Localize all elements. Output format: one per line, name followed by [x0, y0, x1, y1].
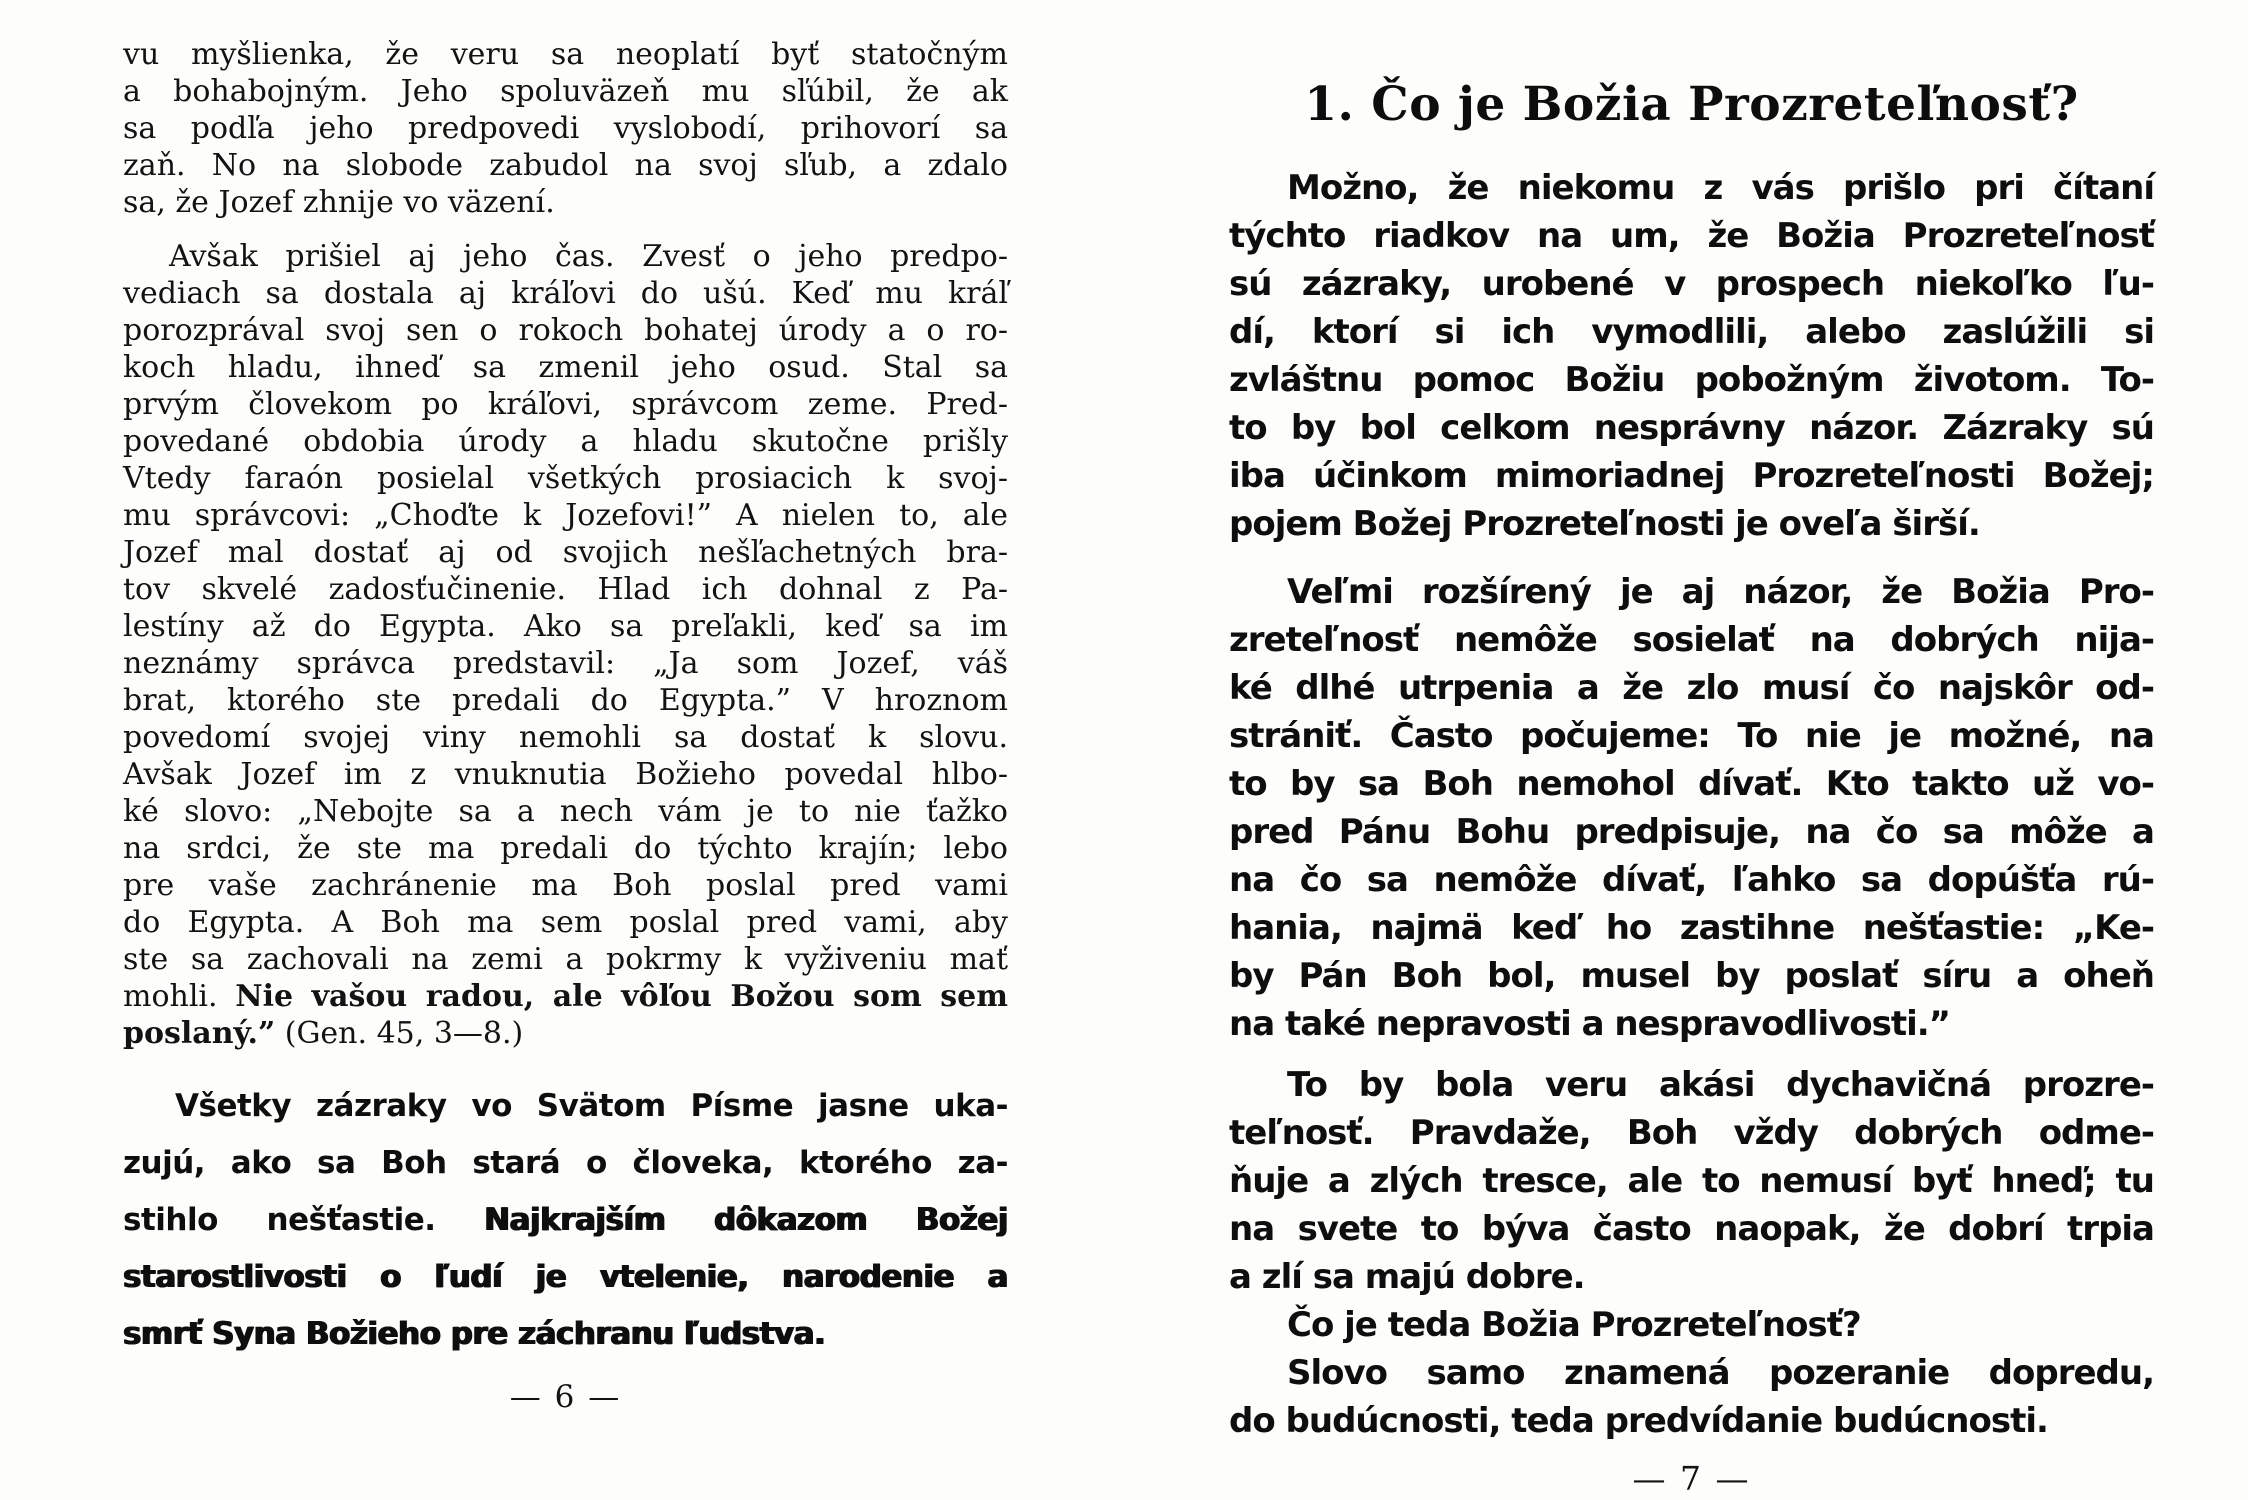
- text-line: [123, 184, 1008, 221]
- text-segment: vediach sa dostala aj kráľovi do ušú. Keď mu kráľ: [123, 276, 1008, 311]
- text-line: [123, 1015, 1008, 1052]
- text-line: [1229, 664, 2154, 712]
- text-segment: neznámy správca predstavil: „Ja som Jozef, váš: [123, 646, 1008, 681]
- text-segment: Avšak Jozef im z vnuknutia Božieho povedal hlbo-: [123, 757, 1008, 792]
- text-line: [1229, 260, 2154, 308]
- text-segment: iba účinkom mimoriadnej Prozreteľnosti Božej;: [1229, 456, 2154, 496]
- text-segment: ké dlhé utrpenia a že zlo musí čo najskôr od-: [1229, 668, 2154, 708]
- text-line: [123, 830, 1008, 867]
- text-segment: Avšak prišiel aj jeho čas. Zvesť o jeho predpo-: [169, 239, 1008, 274]
- text-segment: pojem Božej Prozreteľnosti je oveľa širší.: [1229, 504, 1980, 544]
- text-line: [1229, 904, 2154, 952]
- text-line: [1229, 1301, 2154, 1349]
- text-line: [1229, 1205, 2154, 1253]
- text-segment: by Pán Boh bol, musel by poslať síru a oheň: [1229, 956, 2154, 996]
- emphasized-text: Najkrajším dôkazom Božej: [484, 1202, 1008, 1238]
- text-line: [123, 349, 1008, 386]
- text-segment: Veľmi rozšírený je aj názor, že Božia Pro-: [1287, 572, 2154, 612]
- text-segment: a bohabojným. Jeho spoluväzeň mu sľúbil, že ak: [123, 74, 1008, 109]
- paragraph: [123, 238, 1008, 1052]
- text-segment: strániť. Často počujeme: To nie je možné, na: [1229, 716, 2154, 756]
- text-segment: lestíny až do Egypta. Ako sa preľakli, keď sa im: [123, 609, 1008, 644]
- text-line: [1229, 164, 2154, 212]
- text-line: [1229, 952, 2154, 1000]
- text-segment: na čo sa nemôže dívať, ľahko sa dopúšťa rú-: [1229, 860, 2154, 900]
- text-line: [1229, 856, 2154, 904]
- text-line: [1229, 1157, 2154, 1205]
- text-line: [1229, 356, 2154, 404]
- emphasized-text: smrť Syna Božieho pre záchranu ľudstva.: [123, 1316, 826, 1352]
- text-line: [123, 36, 1008, 73]
- text-line: [1229, 1253, 2154, 1301]
- text-segment: ste sa zachovali na zemi a pokrmy k vyživeniu mať: [123, 942, 1008, 977]
- text-segment: zreteľnosť nemôže sosielať na dobrých nija-: [1229, 620, 2154, 660]
- text-segment: teľnosť. Pravdaže, Boh vždy dobrých odme-: [1229, 1113, 2154, 1153]
- text-line: [123, 238, 1008, 275]
- text-segment: mohli.: [123, 979, 236, 1014]
- text-segment: mu správcovi: „Choďte k Jozefovi!” A nielen to, ale: [123, 498, 1008, 533]
- left-page: [123, 36, 1008, 1415]
- text-line: [123, 534, 1008, 571]
- left-page-number: — 6 —: [509, 1379, 622, 1415]
- chapter-heading: 1. Čo je Božia Prozreteľnosť?: [1304, 77, 2079, 132]
- text-segment: na také nepravosti a nespravodlivosti.”: [1229, 1004, 1951, 1044]
- text-line: [123, 719, 1008, 756]
- left-page-text: [123, 36, 1008, 1363]
- text-line: [1229, 500, 2154, 548]
- text-line: [1229, 1349, 2154, 1397]
- right-page: [1229, 76, 2154, 1498]
- text-segment: To by bola veru akási dychavičná prozre-: [1287, 1065, 2154, 1105]
- text-line: [123, 978, 1008, 1015]
- text-line: [1229, 1397, 2154, 1445]
- text-segment: Všetky zázraky vo Svätom Písme jasne uka-: [175, 1088, 1008, 1124]
- text-segment: týchto riadkov na um, že Božia Prozreteľnosť: [1229, 216, 2154, 256]
- text-line: [123, 1078, 1008, 1135]
- paragraph: [1229, 1061, 2154, 1301]
- emphasized-text: poslaný.”: [123, 1016, 276, 1051]
- text-segment: a zlí sa majú dobre.: [1229, 1257, 1585, 1297]
- text-segment: dí, ktorí si ich vymodlili, alebo zaslúžili si: [1229, 312, 2154, 352]
- text-segment: do budúcnosti, teda predvídanie budúcnosti.: [1229, 1401, 2048, 1441]
- text-segment: zaň. No na slobode zabudol na svoj sľub, a zdalo: [123, 148, 1008, 183]
- text-line: [123, 1135, 1008, 1192]
- text-segment: sa podľa jeho predpovedi vyslobodí, prihovorí sa: [123, 111, 1008, 146]
- text-segment: brat, ktorého ste predali do Egypta.” V hroznom: [123, 683, 1008, 718]
- text-segment: Možno, že niekomu z vás prišlo pri čítaní: [1287, 168, 2154, 208]
- text-segment: Čo je teda Božia Prozreteľnosť?: [1287, 1305, 1861, 1345]
- text-line: [123, 312, 1008, 349]
- text-line: [1229, 404, 2154, 452]
- text-line: [123, 1192, 1008, 1249]
- paragraph: [1229, 568, 2154, 1048]
- text-segment: Jozef mal dostať aj od svojich nešľachetných bra-: [123, 535, 1008, 570]
- text-line: [123, 460, 1008, 497]
- text-segment: sa, že Jozef zhnije vo väzení.: [123, 185, 555, 220]
- text-line: [1229, 308, 2154, 356]
- right-page-number: — 7 —: [1632, 1459, 1751, 1498]
- text-line: [1229, 760, 2154, 808]
- text-segment: tov skvelé zadosťučinenie. Hlad ich dohnal z Pa-: [123, 572, 1008, 607]
- text-segment: Slovo samo znamená pozeranie dopredu,: [1287, 1353, 2154, 1393]
- text-segment: sú zázraky, urobené v prospech niekoľko ľu-: [1229, 264, 2154, 304]
- text-line: [1229, 1000, 2154, 1048]
- text-line: [123, 423, 1008, 460]
- paragraph: [1229, 164, 2154, 548]
- text-line: [123, 1249, 1008, 1306]
- text-line: [123, 682, 1008, 719]
- text-line: [123, 275, 1008, 312]
- text-line: [123, 608, 1008, 645]
- text-line: [123, 571, 1008, 608]
- text-line: [123, 867, 1008, 904]
- text-line: [123, 73, 1008, 110]
- text-line: [1229, 1061, 2154, 1109]
- text-segment: zujú, ako sa Boh stará o človeka, ktorého za-: [123, 1145, 1008, 1181]
- text-line: [123, 645, 1008, 682]
- text-line: [123, 386, 1008, 423]
- text-line: [123, 941, 1008, 978]
- text-line: [123, 1306, 1008, 1363]
- text-segment: pre vaše zachránenie ma Boh poslal pred vami: [123, 868, 1008, 903]
- text-segment: povedomí svojej viny nemohli sa dostať k slovu.: [123, 720, 1008, 755]
- text-line: [1229, 568, 2154, 616]
- right-page-text: [1229, 164, 2154, 1445]
- text-segment: to by bol celkom nesprávny názor. Zázraky sú: [1229, 408, 2154, 448]
- text-segment: prvým človekom po kráľovi, správcom zeme. Pred-: [123, 387, 1008, 422]
- text-line: [1229, 212, 2154, 260]
- text-line: [123, 497, 1008, 534]
- text-segment: pred Pánu Bohu predpisuje, na čo sa môže a: [1229, 812, 2154, 852]
- paragraph: [123, 36, 1008, 221]
- text-segment: na svete to býva často naopak, že dobrí trpia: [1229, 1209, 2154, 1249]
- text-segment: porozprával svoj sen o rokoch bohatej úrody a o ro-: [123, 313, 1008, 348]
- paragraph: [123, 1078, 1008, 1363]
- text-segment: ké slovo: „Nebojte sa a nech vám je to nie ťažko: [123, 794, 1008, 829]
- text-segment: povedané obdobia úrody a hladu skutočne prišly: [123, 424, 1008, 459]
- text-line: [123, 756, 1008, 793]
- text-segment: na srdci, že ste ma predali do týchto krajín; lebo: [123, 831, 1008, 866]
- paragraph: [1229, 1301, 2154, 1349]
- paragraph: [1229, 1349, 2154, 1445]
- text-segment: vu myšlienka, že veru sa neoplatí byť statočným: [123, 37, 1008, 72]
- emphasized-text: Nie vašou radou, ale vôľou Božou som sem: [235, 979, 1009, 1014]
- text-segment: stihlo nešťastie.: [123, 1202, 485, 1238]
- text-segment: do Egypta. A Boh ma sem poslal pred vami, aby: [123, 905, 1008, 940]
- text-line: [1229, 1109, 2154, 1157]
- text-segment: ňuje a zlých tresce, ale to nemusí byť hneď; tu: [1229, 1161, 2154, 1201]
- text-segment: zvláštnu pomoc Božiu pobožným životom. To-: [1229, 360, 2154, 400]
- text-line: [123, 110, 1008, 147]
- text-segment: hania, najmä keď ho zastihne nešťastie: „Ke-: [1229, 908, 2154, 948]
- text-segment: koch hladu, ihneď sa zmenil jeho osud. Stal sa: [123, 350, 1008, 385]
- text-line: [123, 147, 1008, 184]
- text-line: [123, 904, 1008, 941]
- text-segment: (Gen. 45, 3—8.): [275, 1016, 524, 1051]
- text-segment: Vtedy faraón posielal všetkých prosiacich k svoj-: [123, 461, 1008, 496]
- text-segment: to by sa Boh nemohol dívať. Kto takto už vo-: [1229, 764, 2154, 804]
- text-line: [1229, 616, 2154, 664]
- emphasized-text: starostlivosti o ľudí je vtelenie, narodenie a: [123, 1259, 1008, 1295]
- text-line: [1229, 808, 2154, 856]
- text-line: [1229, 452, 2154, 500]
- text-line: [123, 793, 1008, 830]
- text-line: [1229, 712, 2154, 760]
